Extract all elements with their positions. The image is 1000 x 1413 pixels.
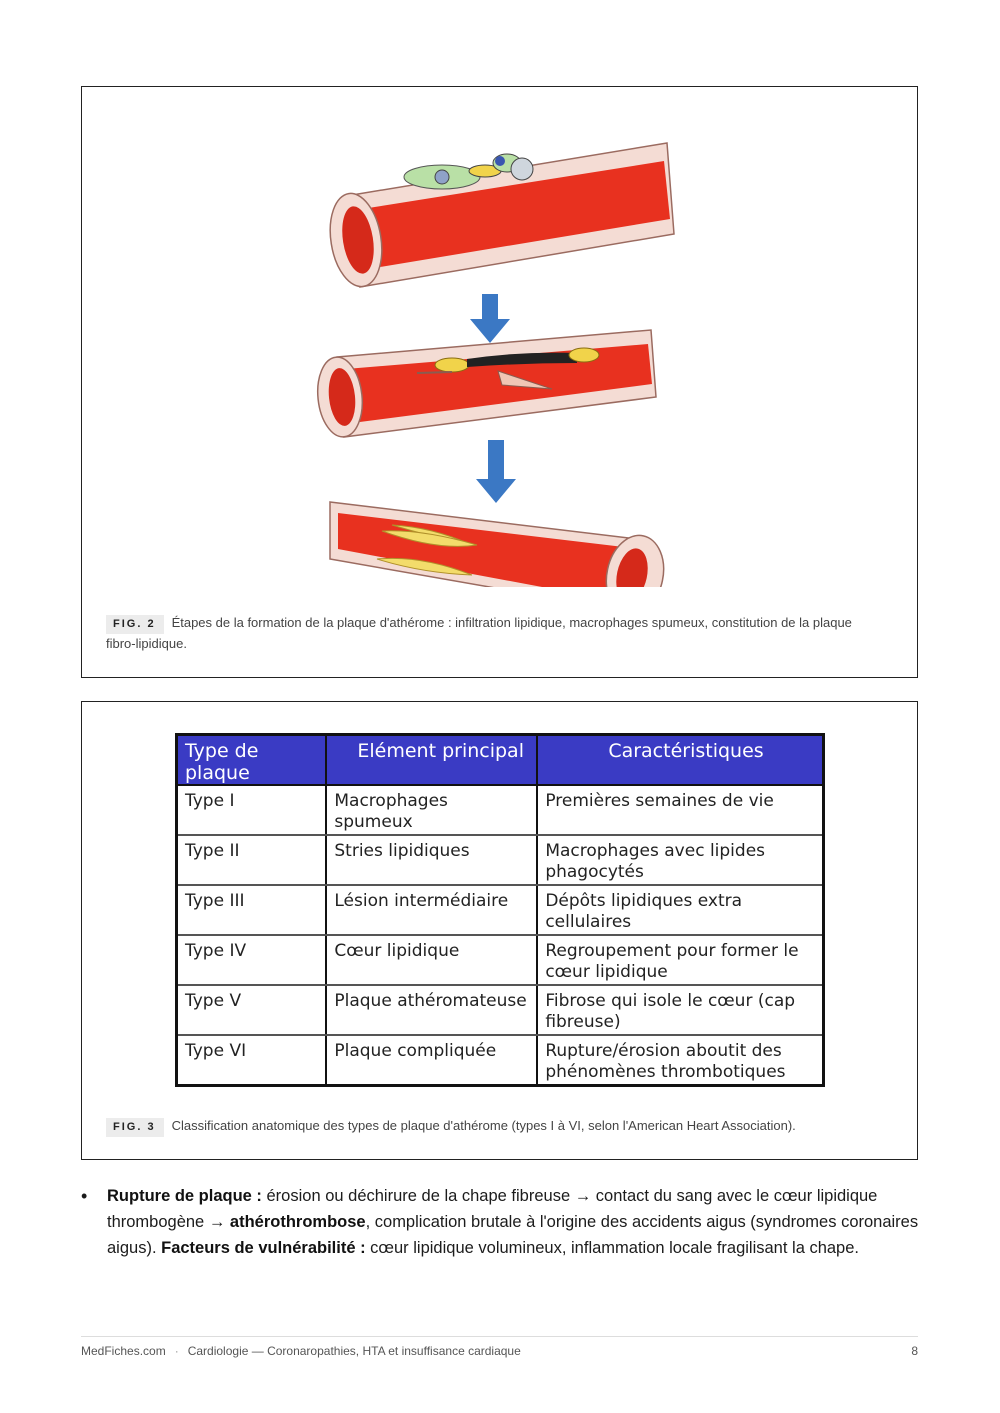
figure-2 (81, 86, 918, 678)
figure-3-caption (106, 1116, 877, 1137)
table-cell: Type VI (177, 1035, 327, 1085)
table-row (177, 785, 824, 835)
bullet-icon: • (81, 1186, 88, 1206)
table-cell: Regroupement pour former le cœur lipidique (537, 935, 823, 985)
table-cell: Type II (177, 835, 327, 885)
table-row (177, 885, 824, 935)
table-cell: Type IV (177, 935, 327, 985)
table-cell: Macrophages spumeux (326, 785, 537, 835)
header-element: Elément principal (326, 735, 537, 786)
bullet-text-part: érosion ou déchirure de la chape fibreuse → contact du sang avec le cœur lipidique thrombogène → (107, 1187, 878, 1231)
table-header-row (177, 735, 824, 786)
table-cell: Lésion intermédiaire (326, 885, 537, 935)
bullet-text-part: , complication brutale à l'origine des accidents aigus (syndromes coronaires aigus). (107, 1213, 919, 1257)
table-cell: Cœur lipidique (326, 935, 537, 985)
atheroma-formation-illustration (302, 127, 702, 587)
figure-3-tag: FIG. 3 (106, 1118, 164, 1137)
table-cell: Fibrose qui isole le cœur (cap fibreuse) (537, 985, 823, 1035)
table-cell: Dépôts lipidiques extra cellulaires (537, 885, 823, 935)
artery-stage-1 (324, 143, 674, 290)
figure-2-caption-text: Étapes de la formation de la plaque d'athérome : infiltration lipidique, macrophages spumeux, constitution de la plaque fibro-lipidique. (106, 615, 852, 651)
bullet-text (107, 1183, 921, 1261)
figure-2-tag: FIG. 2 (106, 615, 164, 634)
table-cell: Stries lipidiques (326, 835, 537, 885)
down-arrow-icon (476, 440, 516, 503)
table-row (177, 935, 824, 985)
header-characteristics: Caractéristiques (537, 735, 823, 786)
footer-separator: · (174, 1344, 179, 1358)
table-cell: Type I (177, 785, 327, 835)
table-cell: Type III (177, 885, 327, 935)
table-cell: Premières semaines de vie (537, 785, 823, 835)
page-number: 8 (911, 1344, 918, 1358)
artery-stage-3 (330, 502, 671, 587)
term-vulnerability-factors: Facteurs de vulnérabilité : (161, 1239, 366, 1257)
footer-divider (81, 1336, 918, 1337)
header-type: Type de plaque (177, 735, 327, 786)
footer-section: Cardiologie — Coronaropathies, HTA et insuffisance cardiaque (187, 1344, 521, 1358)
page-footer (81, 1344, 918, 1358)
artery-stage-2 (314, 330, 656, 439)
table-row (177, 835, 824, 885)
plaque-classification-table (175, 733, 825, 1087)
figure-3 (81, 701, 918, 1160)
table-cell: Type V (177, 985, 327, 1035)
figure-3-caption-text: Classification anatomique des types de plaque d'athérome (types I à VI, selon l'American Heart Association). (171, 1118, 796, 1133)
table-cell: Rupture/érosion aboutit des phénomènes thrombotiques (537, 1035, 823, 1085)
table-row (177, 985, 824, 1035)
figure-2-caption (106, 613, 877, 654)
table-cell: Plaque compliquée (326, 1035, 537, 1085)
table-cell: Macrophages avec lipides phagocytés (537, 835, 823, 885)
bullet-list-item (81, 1183, 921, 1261)
table-row (177, 1035, 824, 1085)
down-arrow-icon (470, 294, 510, 343)
term-atherothrombosis: athérothrombose (229, 1213, 366, 1231)
footer-site: MedFiches.com (81, 1344, 166, 1358)
term-plaque-rupture: Rupture de plaque : (107, 1187, 262, 1205)
table-cell: Plaque athéromateuse (326, 985, 537, 1035)
bullet-text-part: cœur lipidique volumineux, inflammation locale fragilisant la chape. (365, 1239, 859, 1257)
